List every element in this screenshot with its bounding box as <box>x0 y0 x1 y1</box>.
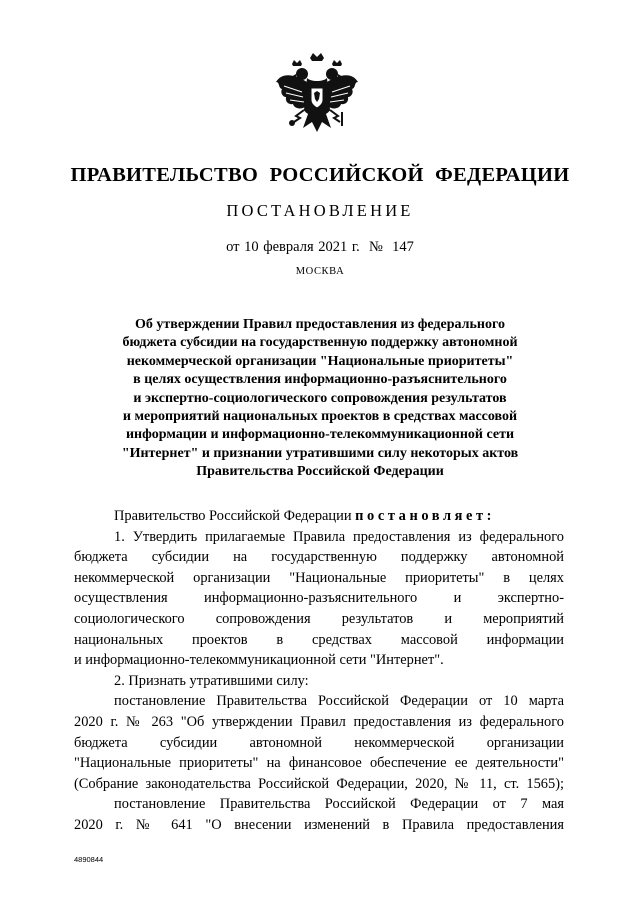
title-line: бюджета субсидии на государственную поддержку автономной <box>122 335 518 351</box>
body-line: и информационно-телекоммуникационной сети "Интернет". <box>74 652 444 669</box>
russian-coat-of-arms-icon <box>274 52 360 142</box>
document-date-number: от 10 февраля 2021 г. № 147 <box>226 239 414 255</box>
body-line: 2. Признать утратившими силу: <box>114 672 309 689</box>
body-line: бюджета субсидии на государственную поддержку автономной <box>74 549 564 566</box>
document-body <box>74 506 564 836</box>
body-intro <box>74 506 564 527</box>
intro-text: Правительство Российской Федерации <box>114 508 356 524</box>
title-line: и экспертно-социологического сопровождения результатов <box>133 390 507 406</box>
body-line: постановление Правительства Российской Федерации от 10 марта <box>114 693 564 710</box>
body-line: 2020 г. № 641 "О внесении изменений в Правила предоставления <box>74 816 564 833</box>
title-line: некоммерческой организации "Национальные приоритеты" <box>126 353 514 369</box>
government-name: ПРАВИТЕЛЬСТВО РОССИЙСКОЙ ФЕДЕРАЦИИ <box>70 164 570 186</box>
body-line: национальных проектов в средствах массовой информации <box>74 631 564 648</box>
body-line: "Национальные приоритеты" на финансовое обеспечение ее деятельности" <box>74 755 564 772</box>
body-line: (Собрание законодательства Российской Федерации, 2020, № 11, ст. 1565); <box>74 775 564 792</box>
issuing-city: МОСКВА <box>295 266 345 277</box>
body-line: 1. Утвердить прилагаемые Правила предоставления из федерального <box>114 528 564 545</box>
title-line: Правительства Российской Федерации <box>196 464 444 480</box>
title-line: "Интернет" и признании утратившими силу некоторых актов <box>121 445 519 461</box>
body-line: некоммерческой организации "Национальные приоритеты" в целях <box>74 569 564 586</box>
body-line: постановление Правительства Российской Федерации от 7 мая <box>114 796 564 813</box>
body-line: бюджета субсидии автономной некоммерческой организации <box>74 734 564 751</box>
title-line: в целях осуществления информационно-разъяснительного <box>133 372 507 388</box>
body-line: осуществления информационно-разъяснительного и экспертно- <box>74 590 564 607</box>
title-line: и мероприятий национальных проектов в средствах массовой <box>122 409 518 425</box>
title-line: Об утверждении Правил предоставления из федерального <box>135 317 505 332</box>
document-type: ПОСТАНОВЛЕНИЕ <box>226 201 414 220</box>
title-line: информации и информационно-телекоммуникационной сети <box>125 427 515 443</box>
intro-resolves: постановляет: <box>355 508 496 524</box>
body-line: социологического сопровождения результатов и мероприятий <box>74 610 564 627</box>
document-title <box>60 316 580 482</box>
body-line: 2020 г. № 263 "Об утверждении Правил предоставления из федерального <box>74 713 564 730</box>
document-code: 4890844 <box>74 855 104 864</box>
